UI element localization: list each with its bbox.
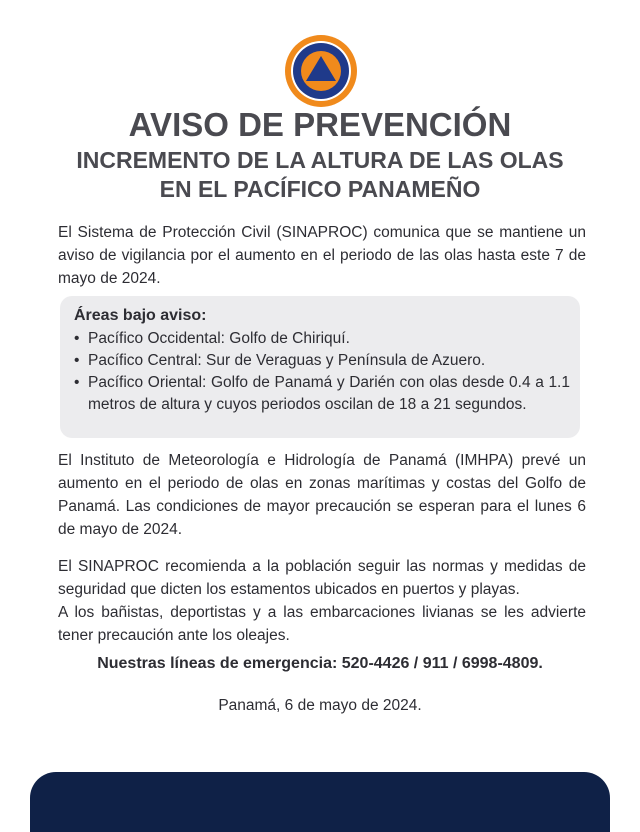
areas-heading: Áreas bajo aviso: bbox=[74, 307, 207, 324]
footer-bar bbox=[30, 772, 610, 832]
page-subtitle bbox=[0, 146, 640, 204]
list-item: • Pacífico Central: Sur de Veraguas y Península de Azuero. bbox=[74, 350, 570, 372]
areas-list bbox=[74, 328, 570, 416]
recommendation-line-2: A los bañistas, deportistas y a las embarcaciones livianas se les advierte tener precaución ante los oleajes. bbox=[58, 604, 586, 644]
list-item: • Pacífico Occidental: Golfo de Chiriquí. bbox=[74, 328, 570, 350]
sinaproc-logo bbox=[284, 34, 358, 108]
bullet-icon: • bbox=[74, 352, 80, 369]
date-line: Panamá, 6 de mayo de 2024. bbox=[218, 697, 422, 714]
page-title: AVISO DE PREVENCIÓN bbox=[128, 106, 512, 143]
list-item: • Pacífico Oriental: Golfo de Panamá y Darién con olas desde 0.4 a 1.1 metros de altura y cuyos periodos oscilan de 18 a 21 segundos. bbox=[74, 374, 570, 413]
bullet-icon: • bbox=[74, 330, 80, 347]
recommendation-line-1: El SINAPROC recomienda a la población seguir las normas y medidas de seguridad que dicten los estamentos ubicados en puertos y playas. bbox=[58, 558, 586, 598]
subtitle-line-1: INCREMENTO DE LA ALTURA DE LAS OLAS bbox=[76, 147, 564, 173]
emergency-lines: Nuestras líneas de emergencia: 520-4426 / 911 / 6998-4809. bbox=[97, 655, 543, 672]
intro-paragraph: El Sistema de Protección Civil (SINAPROC) comunica que se mantiene un aviso de vigilancia por el aumento en el periodo de las olas hasta este 7 de mayo de 2024. bbox=[58, 224, 586, 287]
recommendation-paragraph bbox=[58, 555, 586, 647]
sinaproc-seal-icon bbox=[284, 34, 358, 108]
bullet-icon: • bbox=[74, 374, 80, 391]
imhpa-paragraph: El Instituto de Meteorología e Hidrología de Panamá (IMHPA) prevé un aumento en el periodo de olas en zonas marítimas y costas del Golfo de Panamá. Las condiciones de mayor precaución se esperan para el lunes 6 de mayo de 2024. bbox=[58, 452, 586, 538]
areas-box bbox=[60, 296, 580, 438]
subtitle-line-2: EN EL PACÍFICO PANAMEÑO bbox=[159, 176, 481, 202]
